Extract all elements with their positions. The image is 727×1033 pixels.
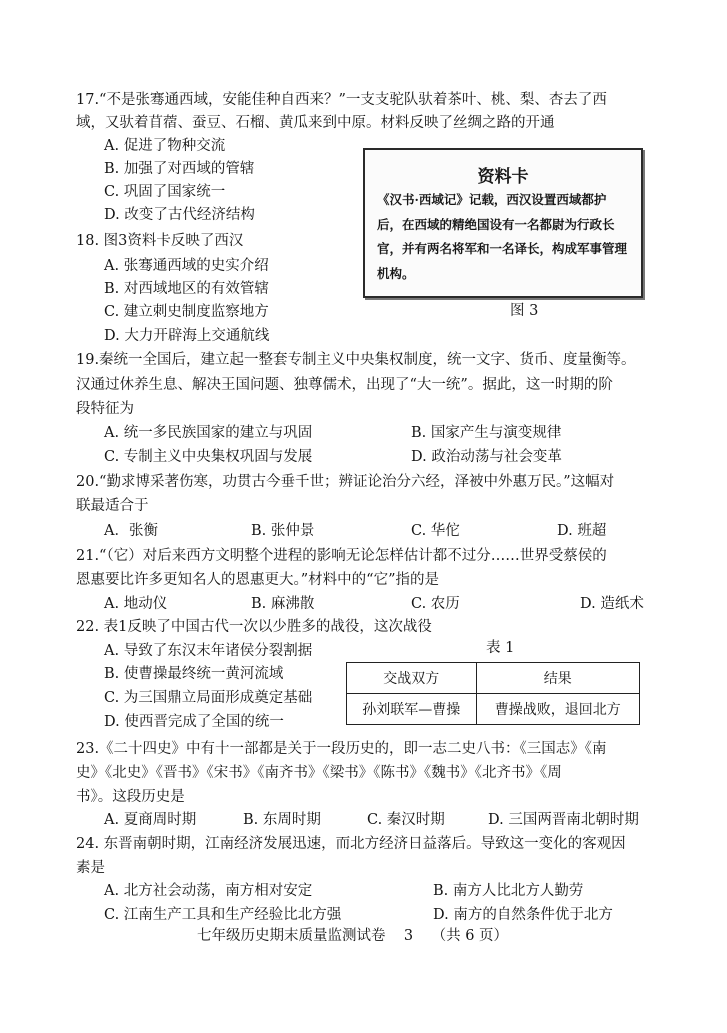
q19-option-c: C. 专制主义中央集权巩固与发展 [104,449,313,465]
q22-option-c: C. 为三国鼎立局面形成奠定基础 [104,690,313,706]
q22-stem: 22. 表1反映了中国古代一次以少胜多的战役，这次战役 [76,619,432,635]
q21-stem-line2: 恩惠要比许多更知名人的恩惠更大。”材料中的“它”指的是 [76,572,439,588]
q20-option-b: B. 张仲景 [251,523,315,539]
q20-option-c: C. 华佗 [411,523,460,539]
q17-stem-line2: 域，又驮着苜蓿、蚕豆、石榴、黄瓜来到中原。材料反映了丝绸之路的开通 [76,115,555,131]
material-card-line: 官，并有两名将军和一名译长，构成军事管理 [377,241,628,256]
q21-option-b: B. 麻沸散 [251,596,315,612]
q22-option-b: B. 使曹操最终统一黄河流域 [104,666,284,682]
material-card-line: 机构。 [377,265,415,281]
q17-option-d: D. 改变了古代经济结构 [104,207,255,223]
table-cell: 孙刘联军—曹操 [347,694,477,725]
q24-option-d: D. 南方的自然条件优于北方 [433,907,613,923]
q22-option-a: A. 导致了东汉末年诸侯分裂割据 [104,643,313,659]
material-card-title: 资料卡 [477,167,529,187]
q21-option-c: C. 农历 [411,596,460,612]
table-cell: 曹操战败，退回北方 [476,694,639,725]
q21-option-a: A. 地动仪 [104,596,168,612]
q23-option-d: D. 三国两晋南北朝时期 [488,812,639,828]
q18-option-a: A. 张骞通西域的史实介绍 [104,258,269,274]
q17-stem-line1: 17.“不是张骞通西域，安能佳种自西来？”一支支驼队驮着茶叶、桃、梨、杏去了西 [76,92,607,108]
material-card-line: 后，在西域的精绝国设有一名都尉为行政长 [377,216,615,232]
q19-stem-line2: 汉通过休养生息、解决王国问题、独尊儒术，出现了“大一统”。据此，这一时期的阶 [76,377,613,393]
table-1 [346,662,640,725]
q17-option-a: A. 促进了物种交流 [104,138,226,154]
material-card-body [377,188,631,286]
q23-option-a: A. 夏商周时期 [104,812,197,828]
q19-option-d: D. 政治动荡与社会变革 [411,449,562,465]
q24-stem-line2: 素是 [76,860,105,876]
q24-option-b: B. 南方人比北方人勤劳 [433,883,584,899]
q19-option-a: A. 统一多民族国家的建立与巩固 [104,425,313,441]
q18-option-c: C. 建立刺史制度监察地方 [104,304,269,320]
q24-option-c: C. 江南生产工具和生产经验比北方强 [104,907,342,923]
q18-option-b: B. 对西域地区的有效管辖 [104,281,269,297]
q23-stem-line2: 史》《北史》《晋书》《宋书》《南齐书》《梁书》《陈书》《魏书》《北齐书》《周 [76,765,562,781]
q23-stem-line3: 书》。这段历史是 [76,789,185,805]
q24-stem-line1: 24. 东晋南朝时期，江南经济发展迅速，而北方经济日益落后。导致这一变化的客观因 [76,836,626,852]
q20-stem-line2: 联最适合于 [76,498,149,514]
q17-option-c: C. 巩固了国家统一 [104,184,226,200]
q24-option-a: A. 北方社会动荡，南方相对安定 [104,883,313,899]
table-header-cell: 交战双方 [347,663,477,694]
q23-stem-line1: 23.《二十四史》中有十一部都是关于一段历史的，即一志二史八书：《三国志》《南 [76,741,607,757]
q21-option-d: D. 造纸术 [580,596,644,612]
material-card [363,148,643,298]
q20-option-a: A．张衡 [104,523,158,539]
q17-option-b: B. 加强了对西域的管辖 [104,161,255,177]
q19-stem-line1: 19.秦统一全国后，建立起一整套专制主义中央集权制度，统一文字、货币、度量衡等。 [76,352,636,368]
q19-option-b: B. 国家产生与演变规律 [411,425,562,441]
material-card-line: 《汉书·西域记》记载，西汉设置西域都护 [377,192,607,207]
q23-option-b: B. 东周时期 [243,812,321,828]
q18-stem: 18. 图3资料卡反映了西汉 [76,233,244,249]
table-row [347,694,640,725]
table-1-caption: 表 1 [486,640,515,656]
q23-option-c: C. 秦汉时期 [367,812,445,828]
q20-option-d: D. 班超 [557,523,607,539]
q22-option-d: D. 使西晋完成了全国的统一 [104,714,284,730]
q20-stem-line1: 20.“勤求博采著伤寒，功贯古今垂千世；辨证论治分六经，泽被中外惠万民。”这幅对 [76,474,615,490]
table-header-row [347,663,640,694]
q21-stem-line1: 21.“（它）对后来西方文明整个进程的影响无论怎样估计都不过分……世界受蔡侯的 [76,548,607,564]
page-footer: 七年级历史期末质量监测试卷 3 （共 6 页） [197,928,509,944]
q19-stem-line3: 段特征为 [76,401,134,417]
figure-3-caption: 图 3 [510,303,539,319]
q18-option-d: D. 大力开辟海上交通航线 [104,328,270,344]
table-header-cell: 结果 [476,663,639,694]
